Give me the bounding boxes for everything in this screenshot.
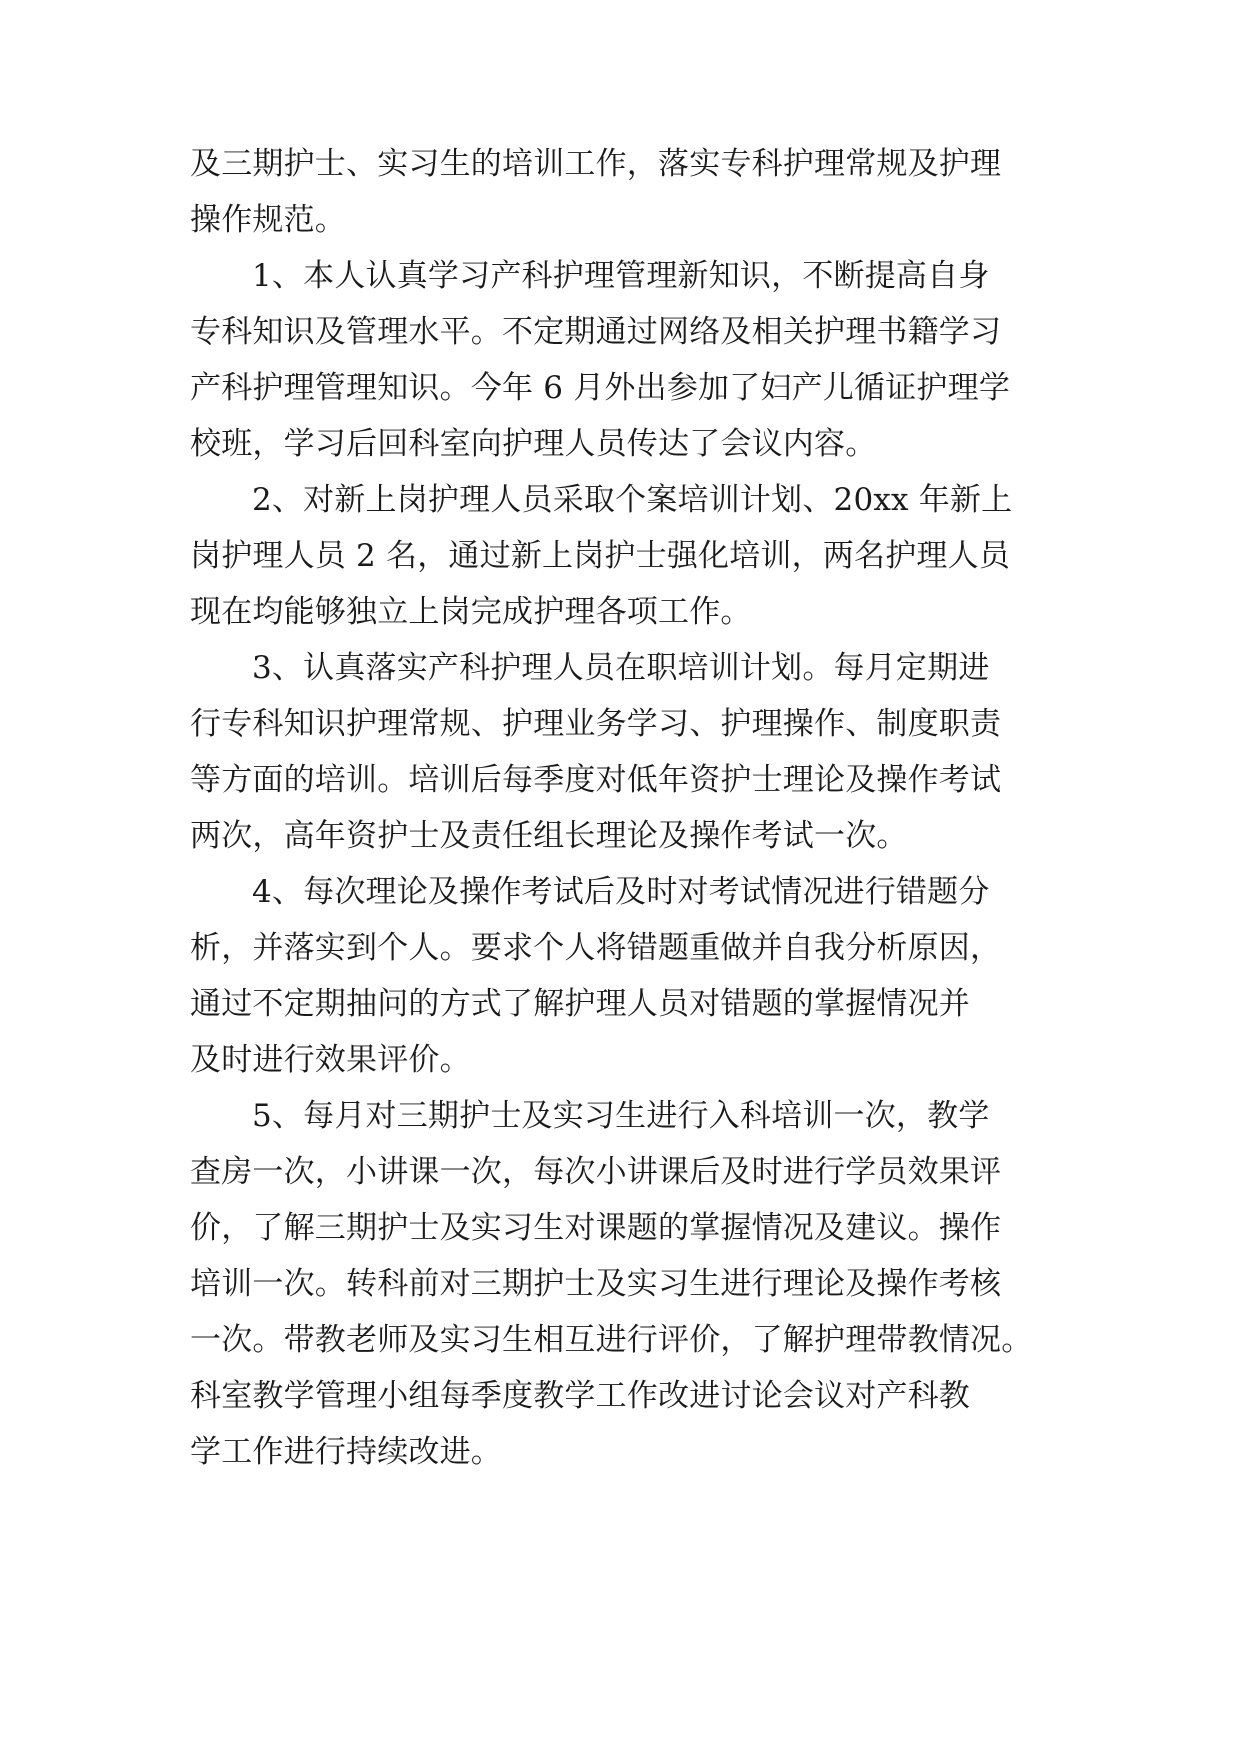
- paragraph-3-line: 3、认真落实产科护理人员在职培训计划。每月定期进: [252, 650, 990, 686]
- text-line: 查房一次，小讲课一次，每次小讲课后及时进行学员效果评: [190, 1154, 1002, 1190]
- text-line: 行专科知识护理常规、护理业务学习、护理操作、制度职责: [190, 706, 1002, 742]
- paragraph-2-line: 2、对新上岗护理人员采取个案培训计划、20xx 年新上: [252, 482, 1013, 518]
- text-line: 析，并落实到个人。要求个人将错题重做并自我分析原因，: [190, 930, 1002, 966]
- text-line: 专科知识及管理水平。不定期通过网络及相关护理书籍学习: [190, 314, 1002, 350]
- text-line: 及时进行效果评价。: [190, 1042, 471, 1078]
- text-line: 价，了解三期护士及实习生对课题的掌握情况及建议。操作: [190, 1210, 1002, 1246]
- text-line: 等方面的培训。培训后每季度对低年资护士理论及操作考试: [190, 762, 1002, 798]
- paragraph-5-line: 5、每月对三期护士及实习生进行入科培训一次，教学: [252, 1098, 990, 1134]
- text-line: 现在均能够独立上岗完成护理各项工作。: [190, 594, 752, 630]
- text-line: 及三期护士、实习生的培训工作，落实专科护理常规及护理: [190, 146, 1002, 182]
- text-line: 一次。带教老师及实习生相互进行评价，了解护理带教情况。: [190, 1322, 1033, 1358]
- text-line: 两次，高年资护士及责任组长理论及操作考试一次。: [190, 818, 908, 854]
- text-line: 校班，学习后回科室向护理人员传达了会议内容。: [190, 426, 877, 462]
- text-line: 培训一次。转科前对三期护士及实习生进行理论及操作考核: [190, 1266, 1002, 1302]
- text-line: 岗护理人员 2 名，通过新上岗护士强化培训，两名护理人员: [190, 538, 1011, 574]
- paragraph-4-line: 4、每次理论及操作考试后及时对考试情况进行错题分: [252, 874, 990, 910]
- text-line: 通过不定期抽问的方式了解护理人员对错题的掌握情况并: [190, 986, 970, 1022]
- text-line: 学工作进行持续改进。: [190, 1434, 502, 1470]
- text-line: 科室教学管理小组每季度教学工作改进讨论会议对产科教: [190, 1378, 970, 1414]
- text-line: 操作规范。: [190, 202, 346, 238]
- text-line: 产科护理管理知识。今年 6 月外出参加了妇产儿循证护理学: [190, 370, 1011, 406]
- paragraph-1-line: 1、本人认真学习产科护理管理新知识，不断提高自身: [252, 258, 990, 294]
